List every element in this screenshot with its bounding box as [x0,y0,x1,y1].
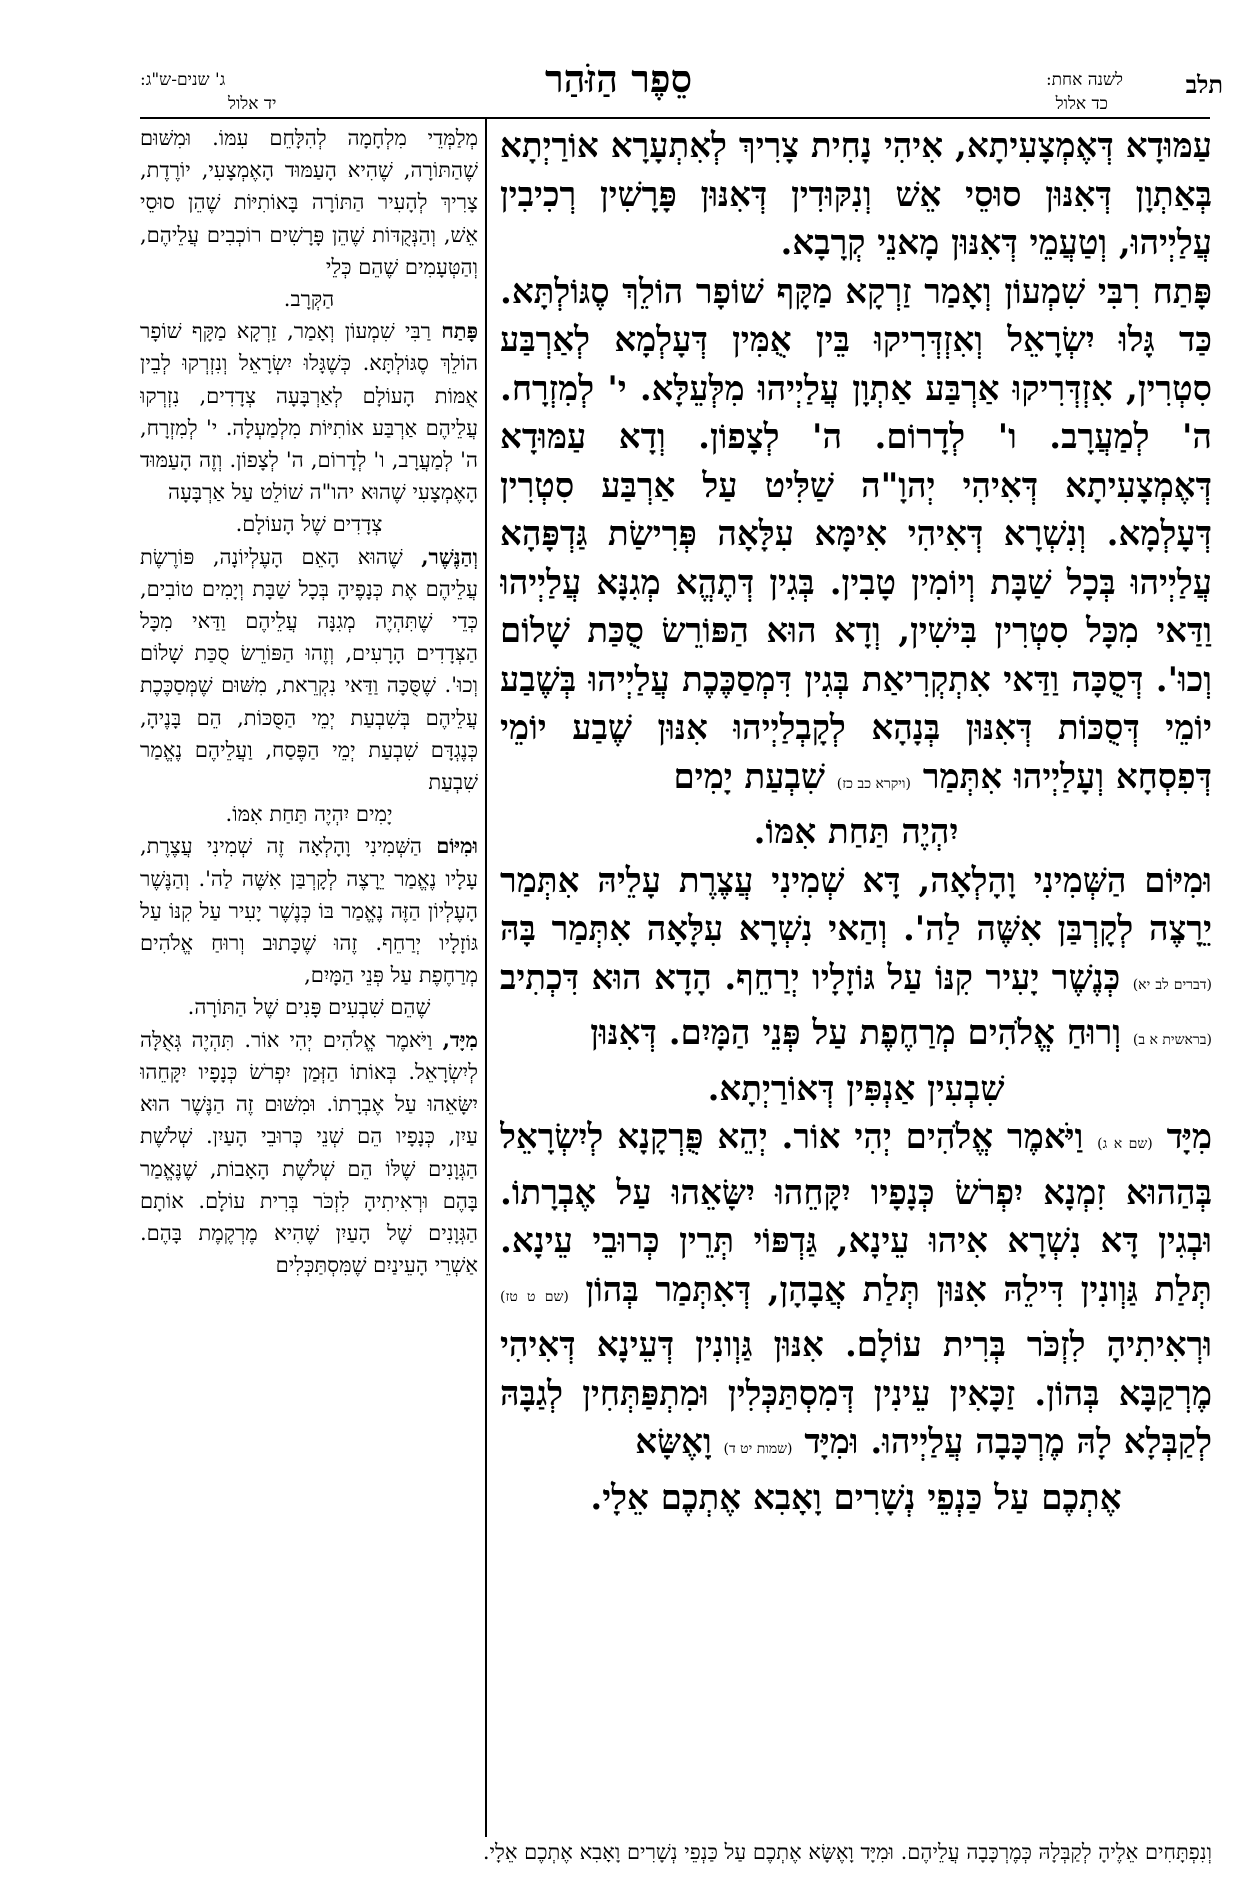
translation-paragraph: מְלַמְּדֵי מִלְחָמָה לְהִלָּחֵם עִמּוֹ. וּמִשּׁוּם שֶׁהַתּוֹרָה, שֶׁהִיא הָעַמּוּד הָאֶמְצָעִי, יוֹרֶדֶת, צָרִיךְ לְהָעִיר הַתּוֹרָה בָּאוֹתִיּוֹת שֶׁהֵן סוּסֵי אֵשׁ, וְהַנְּקֻדּוֹת שֶׁהֵן פָּרָשִׁים רוֹכְבִים עֲלֵיהֶם, וְהַטְּעָמִים שֶׁהֵם כְּלֵי [140,126,478,279]
paragraph-lead-word: פָּתַח [441,318,478,344]
translation-centered-line: שֶׁהֵם שִׁבְעִים פָּנִים שֶׁל הַתּוֹרָה. [187,995,431,1020]
verse-reference: (שמות יט ד) [723,1441,793,1457]
verse-reference: (שם א ג) [1097,1136,1153,1152]
translation-paragraph: פָּתַח רַבִּי שִׁמְעוֹן וְאָמַר, זַרְקָא מַקָּף שׁוֹפָר הוֹלֵךְ סֶגּוֹלְתָּא. כְּשֶׁגָּלוּ יִשְׂרָאֵל וְנִזְרְקוּ לְבֵין אֻמּוֹת הָעוֹלָם לְאַרְבָּעָה צְדָדִים, נִזְרְקוּ עֲלֵיהֶם אַרְבַּע אוֹתִיּוֹת מִלְמַעְלָה. י' לְמִזְרָח, ה' לְמַעֲרָב, ו' לְדָרוֹם, ה' לְצָפוֹן. וְזֶה הָעַמּוּד הָאֶמְצָעִי שֶׁהוּא יהו"ה שׁוֹלֵט עַל אַרְבָּעָה [140,318,478,505]
main-text-column [500,122,1212,1834]
paragraph-lead-word: וְהַנֶּשֶׁר, [421,543,478,569]
translation-centered-line: צְדָדִים שֶׁל הָעוֹלָם. [235,512,383,537]
translation-paragraph: וְהַנֶּשֶׁר, שֶׁהוּא הָאֵם הָעֶלְיוֹנָה, פּוֹרֶשֶׂת עֲלֵיהֶם אֶת כְּנָפֶיהָ בְּכָל שַׁבָּת וְיָמִים טוֹבִים, כְּדֵי שֶׁתִּהְיֶה מְגִנָּה עֲלֵיהֶם וַדַּאי מִכָּל הַצְּדָדִים הָרָעִים, וְזֶהוּ הַפּוֹרֵשׂ סֻכַּת שָׁלוֹם וְכוּ'. שֶׁסֻּכָּה וַדַּאי נִקְרֵאת, מִשּׁוּם שֶׁמְּסַכֶּכֶת עֲלֵיהֶם בְּשִׁבְעַת יְמֵי הַסֻּכּוֹת, הֵם בָּנֶיהָ, כְּנֶגְדָּם שִׁבְעַת יְמֵי הַפֶּסַח, וַעֲלֵיהֶם נֶאֱמַר שִׁבְעַת [140,543,478,795]
main-paragraph: פָּתַח רִבִּי שִׁמְעוֹן וְאָמַר זַרְקָא מַקָּף שׁוֹפָר הוֹלֵךְ סֶגּוֹלְתָּא. כַּד גָּלוּ יִשְׂרָאֵל וְאִזְדְּרִיקוּ בֵּין אֻמִּין דְּעָלְמָא לְאַרְבַּע סִטְרִין, אִזְדְּרִיקוּ אַרְבַּע אַתְוָן עֲלַיְיהוּ מִלְּעֵלָּא. י' לְמִזְרָח. ה' לְמַעֲרָב. ו' לְדָרוֹם. ה' לְצָפוֹן. וְדָא עַמּוּדָא דְּאֶמְצָעִיתָא דְּאִיהִי יְהוָ"ה שַׁלִּיט עַל אַרְבַּע סִטְרִין דְּעָלְמָא. וְנִשְׁרָא דְּאִיהִי אִימָּא עִלָּאָה פְּרִישַׂת גַּדְפָּהָא עֲלַיְיהוּ בְּכָל שַׁבָּת וְיוֹמִין טָבִין. בְּגִין דְּתֶהֱא מְגִנָּא עֲלַיְיהוּ וַדַּאי מִכָּל סִטְרִין בִּישִׁין, וְדָא הוּא הַפּוֹרֵשׂ סֻכַּת שָׁלוֹם וְכוּ'. דְּסֻכָּה וַדַּאי אִתְקְרִיאַת בְּגִין דִּמְסַכֶּכֶת עֲלַיְיהוּ בְּשֶׁבַע יוֹמֵי דְּסֻכּוֹת דְּאִנּוּן בְּנָהָא לְקָבְלַיְיהוּ אִנּוּן שֶׁבַע יוֹמֵי דְּפִסְחָא וְעָלַיְיהוּ אִתְּמַר (ויקרא כב כז) שִׁבְעַת יָמִים [500,271,1212,797]
paragraph-lead-word: מִיָּד, [442,1026,478,1052]
verse-reference: (ויקרא כב כז) [836,775,911,792]
main-centered-line: יִהְיֶה תַּחַת אִמּוֹ. [753,812,959,852]
main-centered-line: שִׁבְעִין אַנְפִּין דְּאוֹרַיְתָא. [707,1068,1005,1109]
column-divider [485,117,487,1837]
translation-paragraph: וּמִיּוֹם הַשְּׁמִינִי וָהָלְאָה זֶה שְׁמִינִי עֲצֶרֶת, עָלָיו נֶאֱמַר יֵרָצֶה לְקָרְבַּן אִשֶּׁה לַה'. וְהַנֶּשֶׁר הָעֶלְיוֹן הַזֶּה נֶאֱמַר בּוֹ כְּנֶשֶׁר יָעִיר עַל קִנּוֹ עַל גּוֹזָלָיו יְרַחֵף. זֶהוּ שֶׁכָּתוּב וְרוּחַ אֱלֹהִים מְרַחֶפֶת עַל פְּנֵי הַמָּיִם, [140,833,478,988]
footer-continuation-line: וְנִפְתָּחִים אֵלֶיהָ לְקַבְּלָהּ כְּמֶרְכָּבָה עֲלֵיהֶם. וּמִיָּד וָאֶשָּׂא אֶתְכֶם עַל כַּנְפֵי נְשָׁרִים וָאָבִא אֶתְכֶם אֵלָי. [482,1840,1212,1864]
page-number: תלב [1185,70,1223,99]
page-header [0,0,1253,120]
verse-reference: (בראשית א ב) [1132,1032,1212,1048]
main-paragraph: עַמּוּדָא דְּאֶמְצָעִיתָא, אִיהִי נָחִית צָרִיךְ לְאִתְעָרָא אוֹרַיְתָא בְּאַתְוָן דְּאִנּוּן סוּסֵי אֵשׁ וְנִקּוּדִין דְּאִנּוּן פָּרָשִׁין רְכִיבִין עֲלַיְיהוּ, וְטַעֲמֵי דְּאִנּוּן מָאנֵי קְרָבָא. [500,126,1212,263]
header-divider [140,117,1210,119]
verse-reference: (דברים לב יא) [1132,976,1212,993]
translation-centered-line: הַקְּרָב. [283,287,335,312]
schedule-three-years: ג' שנים-ש"ג: [140,70,226,90]
book-title: סֵפֶר הַזֹּהַר [545,56,693,101]
paragraph-lead-word: וּמִיּוֹם [436,833,478,859]
main-paragraph: מִיָּד (שם א ג) וַיֹּאמֶר אֱלֹהִים יְהִי אוֹר. יְהֵא פֻּרְקָנָא לְיִשְׂרָאֵל בְּהַהוּא זִמְנָא יִפְרֹשׂ כְּנָפָיו יִקָּחֵהוּ יִשָּׂאֵהוּ עַל אֶבְרָתוֹ. וּבְגִין דָּא נִשְׁרָא אִיהוּ עֵינָא, גַּדְפּוֹי תְּרֵין כְּרוּבֵי עֵינָא. תְּלַת גַּוְונִין דִּילֵהּ אִנּוּן תְּלַת אֲבָהָן, דְּאִתְּמַר בְּהוֹן (שם ט טז) וּרְאִיתִיהָ לִזְכֹּר בְּרִית עוֹלָם. אִנּוּן גַּוְונִין דְּעֵינָא דְּאִיהִי מֶרְקַבָּא בְּהוֹן. זַכָּאִין עֵינִין דְּמִסְתַּכְּלִין וּמִתְפַּתְּחִין לְגַבָּהּ לְקַבְּלָא לָהּ מֶרְכָּבָה עֲלַיְיהוּ. וּמִיָּד (שמות יט ד) וָאֶשָּׂא [500,1117,1212,1462]
translation-column [140,122,478,1834]
schedule-one-year-date: כד אלול [1055,94,1108,114]
main-paragraph: וּמִיּוֹם הַשְּׁמִינִי וָהָלְאָה, דָּא שְׁמִינִי עֲצֶרֶת עָלֵיהּ אִתְּמַר יֵרָצֶה לְקָרְבַּן אִשֶּׁה לַה'. וְהַאי נִשְׁרָא עִלָּאָה אִתְּמַר בָּהּ (דברים לב יא) כְּנֶשֶׁר יָעִיר קִנּוֹ עַל גּוֹזָלָיו יְרַחֵף. הָדָא הוּא דִּכְתִיב (בראשית א ב) וְרוּחַ אֱלֹהִים מְרַחֶפֶת עַל פְּנֵי הַמָּיִם. דְּאִנּוּן [500,860,1212,1053]
schedule-one-year: לשנה אחת: [1045,70,1123,90]
main-centered-line: אֶתְכֶם עַל כַּנְפֵי נְשָׁרִים וָאָבִא אֶתְכֶם אֵלָי. [590,1477,1122,1518]
schedule-three-years-date: יד אלול [228,94,277,114]
translation-centered-line: יָמִים יִהְיֶה תַּחַת אִמּוֹ. [225,802,393,827]
translation-paragraph: מִיָּד, וַיֹּאמֶר אֱלֹהִים יְהִי אוֹר. תִּהְיֶה גְּאֻלָּה לְיִשְׂרָאֵל. בְּאוֹתוֹ הַזְּמַן יִפְרֹשׂ כְּנָפָיו יִקָּחֵהוּ יִשָּׂאֵהוּ עַל אֶבְרָתוֹ. וּמִשּׁוּם זֶה הַנֶּשֶׁר הוּא עַיִן, כְּנָפָיו הֵם שְׁנֵי כְּרוּבֵי הָעַיִן. שְׁלֹשֶׁת הַגְּוָנִים שֶׁלּוֹ הֵם שְׁלֹשֶׁת הָאָבוֹת, שֶׁנֶּאֱמַר בָּהֶם וּרְאִיתִיהָ לִזְכֹּר בְּרִית עוֹלָם. אוֹתָם הַגְּוָנִים שֶׁל הָעַיִן שֶׁהִיא מֶרְקֶמֶת בָּהֶם. אַשְׁרֵי הָעֵינַיִם שֶׁמִּסְתַּכְּלִים [140,1026,478,1278]
verse-reference: (שם ט טז) [500,1288,569,1305]
